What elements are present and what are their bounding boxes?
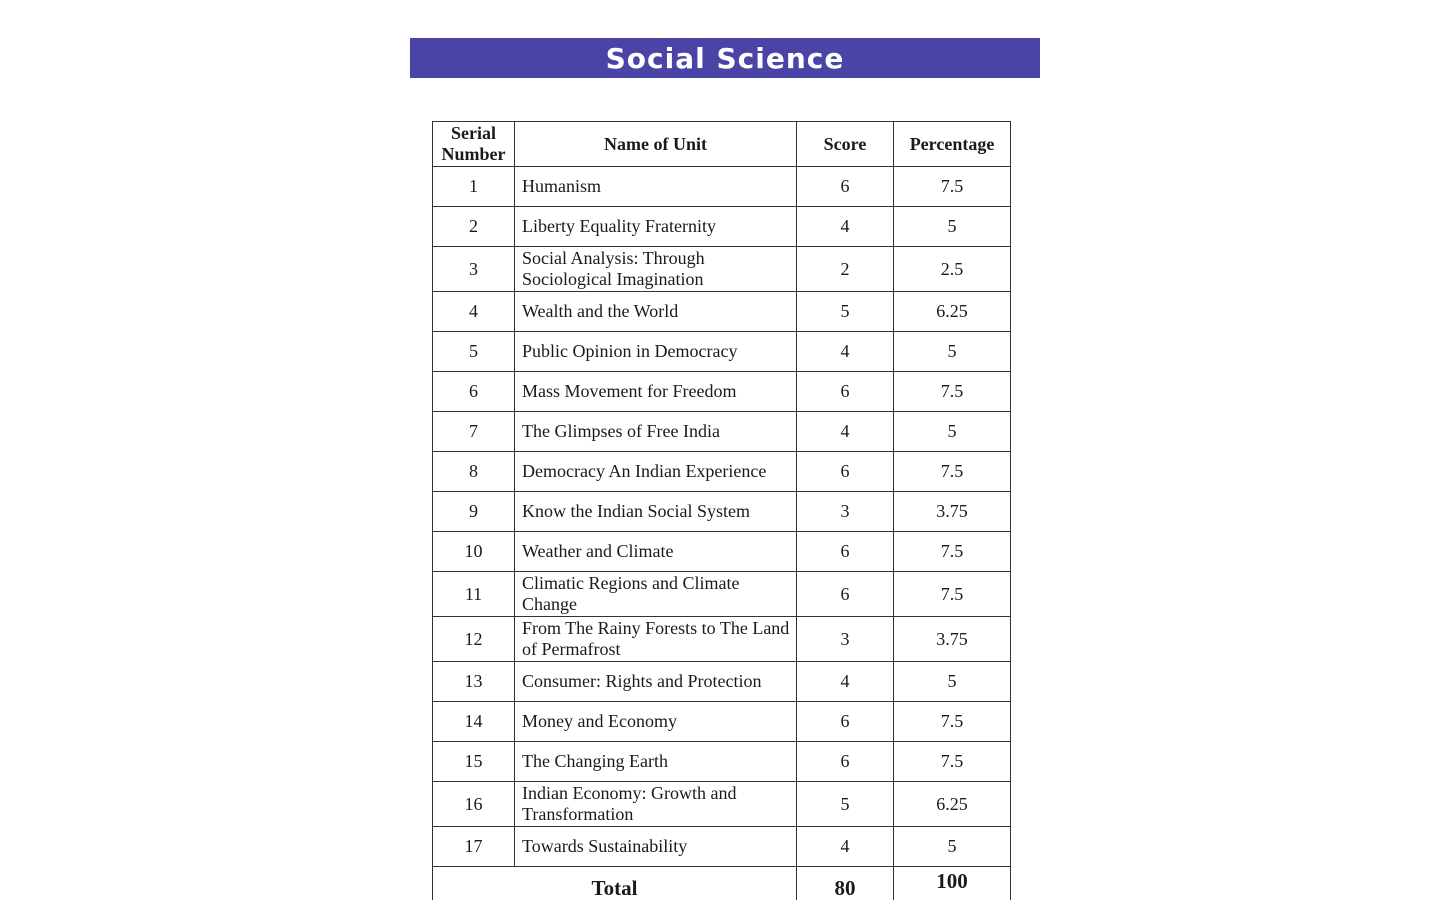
percentage-cell: 5 [894, 332, 1011, 372]
unit-name-cell: Public Opinion in Democracy [515, 332, 797, 372]
serial-number-cell: 6 [433, 372, 515, 412]
percentage-cell: 5 [894, 412, 1011, 452]
serial-number-cell: 4 [433, 292, 515, 332]
unit-name-cell: Know the Indian Social System [515, 492, 797, 532]
header-serial-number: Serial Number [433, 122, 515, 167]
serial-number-cell: 3 [433, 247, 515, 292]
score-cell: 4 [797, 207, 894, 247]
score-cell: 6 [797, 702, 894, 742]
percentage-cell: 5 [894, 207, 1011, 247]
percentage-cell: 6.25 [894, 782, 1011, 827]
score-cell: 4 [797, 827, 894, 867]
total-label: Total [433, 867, 797, 900]
table-header-row [433, 122, 1011, 167]
table-row [433, 247, 1011, 292]
unit-name-cell: From The Rainy Forests to The Land of Permafrost [515, 617, 797, 662]
unit-name-cell: Consumer: Rights and Protection [515, 662, 797, 702]
score-cell: 6 [797, 742, 894, 782]
score-cell: 6 [797, 167, 894, 207]
unit-name-cell: Mass Movement for Freedom [515, 372, 797, 412]
unit-name-cell: Weather and Climate [515, 532, 797, 572]
score-cell: 2 [797, 247, 894, 292]
serial-number-cell: 2 [433, 207, 515, 247]
percentage-cell: 7.5 [894, 702, 1011, 742]
table-row [433, 617, 1011, 662]
unit-name-cell: Humanism [515, 167, 797, 207]
serial-number-cell: 16 [433, 782, 515, 827]
table-row [433, 167, 1011, 207]
percentage-cell: 2.5 [894, 247, 1011, 292]
total-percentage: 100 [894, 867, 1011, 900]
percentage-cell: 7.5 [894, 372, 1011, 412]
score-cell: 6 [797, 572, 894, 617]
table-row [433, 372, 1011, 412]
unit-score-table [432, 121, 1011, 900]
table-row [433, 207, 1011, 247]
header-score: Score [797, 122, 894, 167]
header-name-of-unit: Name of Unit [515, 122, 797, 167]
score-cell: 4 [797, 412, 894, 452]
percentage-cell: 7.5 [894, 572, 1011, 617]
unit-name-cell: The Glimpses of Free India [515, 412, 797, 452]
unit-name-cell: Money and Economy [515, 702, 797, 742]
serial-number-cell: 17 [433, 827, 515, 867]
table-row [433, 827, 1011, 867]
unit-name-cell: Democracy An Indian Experience [515, 452, 797, 492]
table-row [433, 292, 1011, 332]
unit-name-cell: Liberty Equality Fraternity [515, 207, 797, 247]
serial-number-cell: 14 [433, 702, 515, 742]
table-row [433, 412, 1011, 452]
header-percentage: Percentage [894, 122, 1011, 167]
score-cell: 6 [797, 532, 894, 572]
serial-number-cell: 7 [433, 412, 515, 452]
serial-number-cell: 8 [433, 452, 515, 492]
score-cell: 6 [797, 372, 894, 412]
table-row [433, 702, 1011, 742]
score-cell: 5 [797, 292, 894, 332]
percentage-cell: 5 [894, 827, 1011, 867]
serial-number-cell: 13 [433, 662, 515, 702]
table-row [433, 452, 1011, 492]
table-row [433, 492, 1011, 532]
unit-name-cell: The Changing Earth [515, 742, 797, 782]
score-cell: 6 [797, 452, 894, 492]
total-row [433, 867, 1011, 900]
percentage-cell: 7.5 [894, 167, 1011, 207]
unit-name-cell: Social Analysis: Through Sociological Imagination [515, 247, 797, 292]
total-score: 80 [797, 867, 894, 900]
table-row [433, 782, 1011, 827]
score-cell: 3 [797, 492, 894, 532]
table-row [433, 662, 1011, 702]
percentage-cell: 5 [894, 662, 1011, 702]
table-row [433, 572, 1011, 617]
percentage-cell: 3.75 [894, 492, 1011, 532]
unit-name-cell: Climatic Regions and Climate Change [515, 572, 797, 617]
serial-number-cell: 11 [433, 572, 515, 617]
unit-name-cell: Towards Sustainability [515, 827, 797, 867]
table-row [433, 532, 1011, 572]
page-title: Social Science [410, 38, 1040, 78]
serial-number-cell: 1 [433, 167, 515, 207]
serial-number-cell: 5 [433, 332, 515, 372]
serial-number-cell: 9 [433, 492, 515, 532]
serial-number-cell: 15 [433, 742, 515, 782]
serial-number-cell: 12 [433, 617, 515, 662]
score-cell: 4 [797, 332, 894, 372]
percentage-cell: 7.5 [894, 452, 1011, 492]
table-row [433, 742, 1011, 782]
score-cell: 5 [797, 782, 894, 827]
table-row [433, 332, 1011, 372]
percentage-cell: 3.75 [894, 617, 1011, 662]
serial-number-cell: 10 [433, 532, 515, 572]
unit-name-cell: Indian Economy: Growth and Transformation [515, 782, 797, 827]
table-body [433, 167, 1011, 867]
percentage-cell: 7.5 [894, 532, 1011, 572]
percentage-cell: 7.5 [894, 742, 1011, 782]
percentage-cell: 6.25 [894, 292, 1011, 332]
score-cell: 4 [797, 662, 894, 702]
unit-name-cell: Wealth and the World [515, 292, 797, 332]
score-cell: 3 [797, 617, 894, 662]
